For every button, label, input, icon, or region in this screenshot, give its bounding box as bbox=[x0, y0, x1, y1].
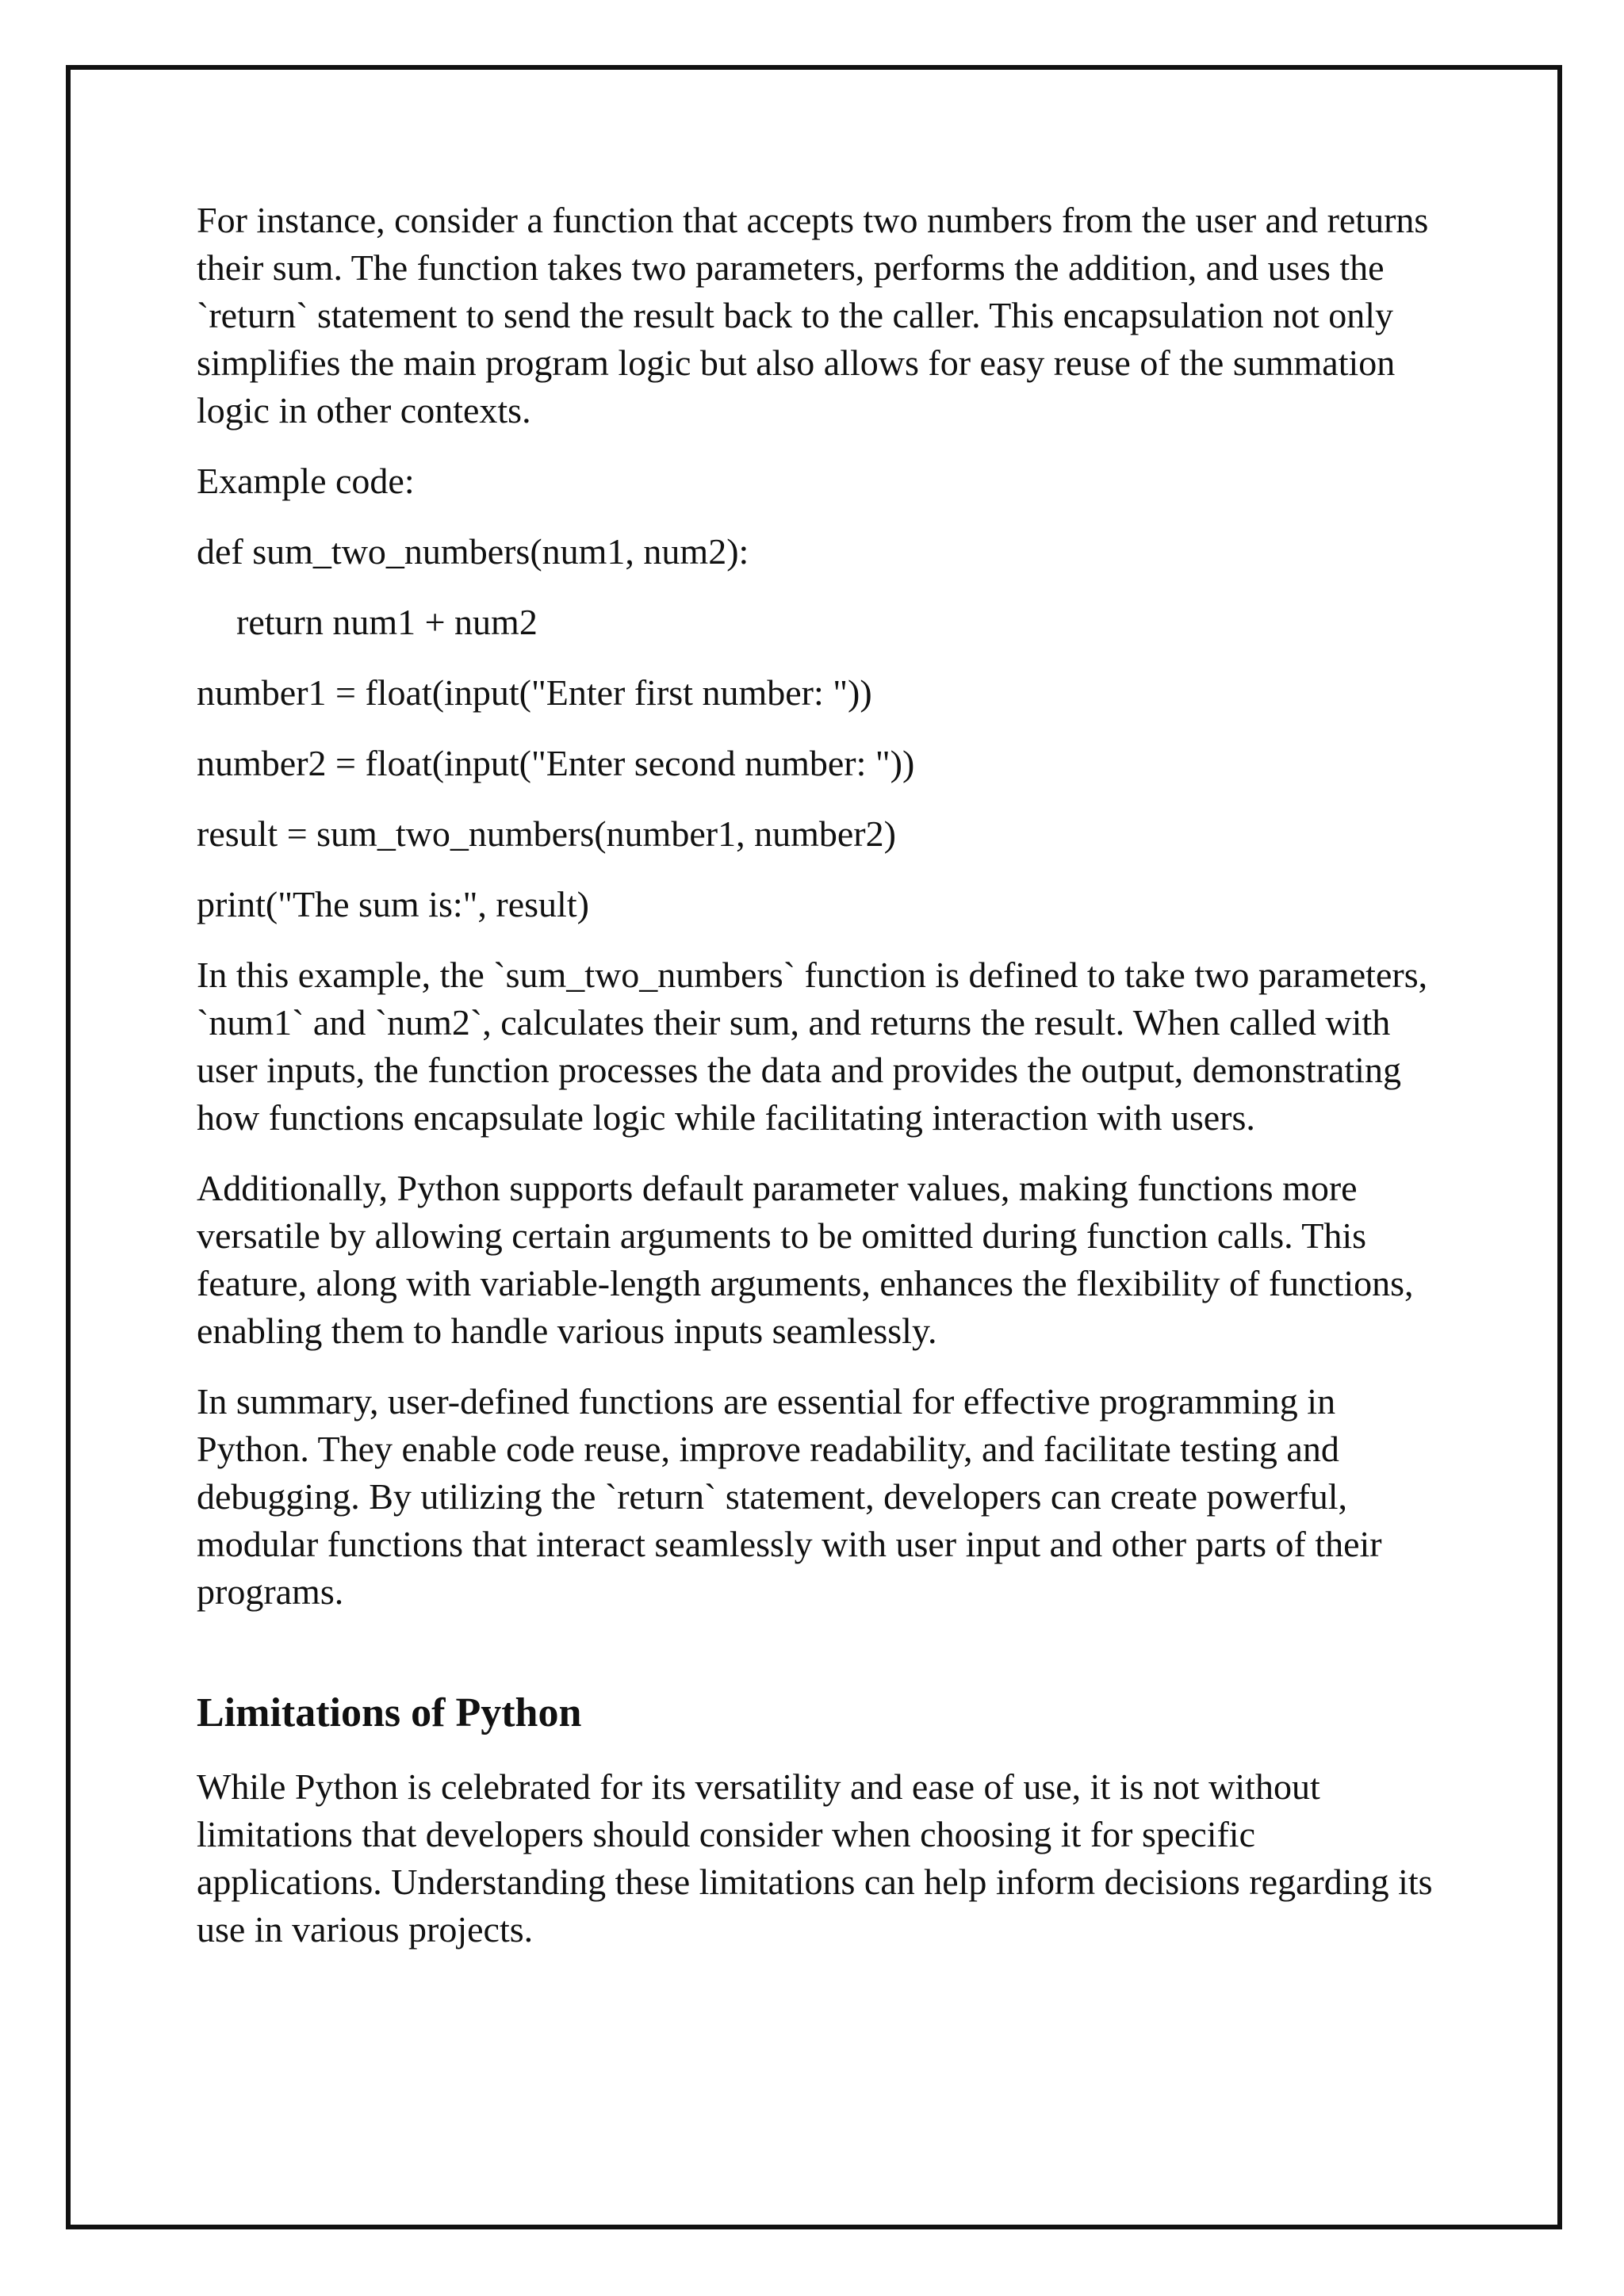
code-line-number1: number1 = float(input("Enter first number: ")) bbox=[197, 672, 872, 713]
example-label: Example code: bbox=[197, 461, 415, 501]
summary-paragraph: In summary, user-defined functions are essential for effective programming in Python. They enable code reuse, improve readability, and facilitate testing and debugging. By utilizing the `return` statement, developers can create powerful, modular functions that interact seamlessly with user input and other parts of their programs. bbox=[197, 1381, 1382, 1612]
default-params-paragraph: Additionally, Python supports default parameter values, making functions more versatile by allowing certain arguments to be omitted during function calls. This feature, along with variable-length arguments, enhances the flexibility of functions, enabling them to handle various inputs seamlessly. bbox=[197, 1168, 1414, 1351]
code-line-result: result = sum_two_numbers(number1, number2) bbox=[197, 813, 896, 854]
explanation-paragraph: In this example, the `sum_two_numbers` function is defined to take two parameters, `num1` and `num2`, calculates their sum, and returns the result. When called with user inputs, the function processes the data and provides the output, demonstrating how functions encapsulate logic while facilitating interaction with users. bbox=[197, 955, 1428, 1138]
document-body bbox=[197, 197, 1450, 1976]
intro-paragraph: For instance, consider a function that accepts two numbers from the user and returns their sum. The function takes two parameters, performs the addition, and uses the `return` statement to send the result back to the caller. This encapsulation not only simplifies the main program logic but also allows for easy reuse of the summation logic in other contexts. bbox=[197, 200, 1429, 430]
code-line-return: return num1 + num2 bbox=[236, 602, 538, 642]
code-line-def: def sum_two_numbers(num1, num2): bbox=[197, 531, 749, 572]
code-line-print: print("The sum is:", result) bbox=[197, 884, 589, 924]
limitations-paragraph: While Python is celebrated for its versatility and ease of use, it is not without limitations that developers should consider when choosing it for specific applications. Understanding these limitations can help inform decisions regarding its use in various projects. bbox=[197, 1766, 1433, 1950]
section-heading: Limitations of Python bbox=[197, 1690, 582, 1735]
code-line-number2: number2 = float(input("Enter second number: ")) bbox=[197, 743, 915, 783]
